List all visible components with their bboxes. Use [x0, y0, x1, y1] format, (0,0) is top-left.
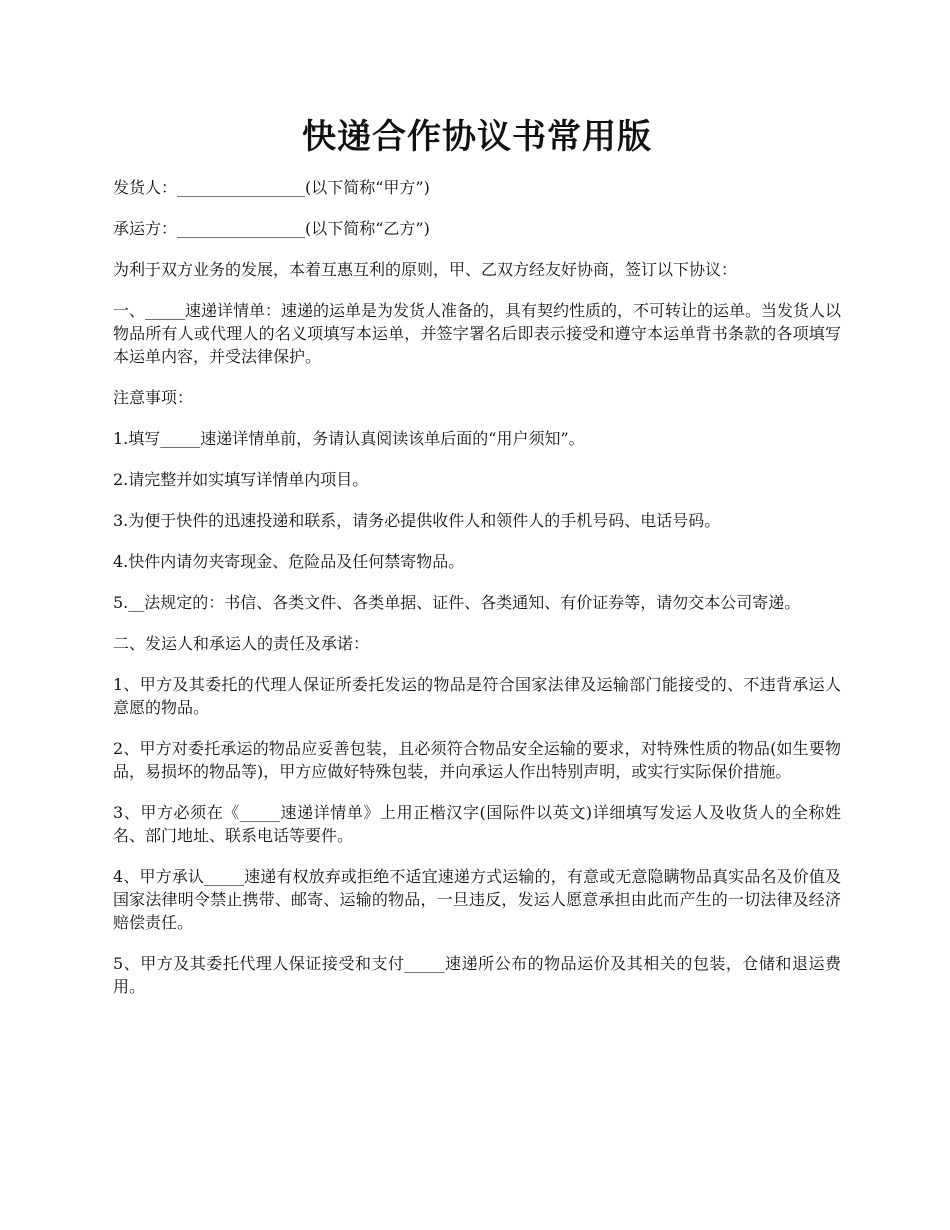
document-page [113, 112, 841, 1016]
document-title: 快递合作协议书常用版 [302, 117, 652, 157]
clause-2: 2、甲方对委托承运的物品应妥善包装，且必须符合物品安全运输的要求，对特殊性质的物品(如生要物品，易损坏的物品等)，甲方应做好特殊包装，并向承运人作出特别声明，或实行实际保价措施。 [113, 739, 841, 781]
note-item-1: 1.填写_____速递详情单前，务请认真阅读该单后面的“用户须知”。 [113, 429, 585, 448]
clause-3: 3、甲方必须在《_____速递详情单》上用正楷汉字(国际件以英文)详细填写发运人及收货人的全称姓名、部门地址、联系电话等要件。 [113, 803, 841, 845]
carrier-line: 承运方：________________(以下简称“乙方”) [113, 219, 430, 238]
note-item-3: 3.为便于快件的迅速投递和联系，请务必提供收件人和领件人的手机号码、电话号码。 [113, 511, 721, 530]
note-item-2: 2.请完整并如实填写详情单内项目。 [113, 470, 369, 489]
shipper-line: 发货人：________________(以下简称“甲方”) [113, 178, 430, 197]
note-item-5: 5.__法规定的：书信、各类文件、各类单据、证件、各类通知、有价证券等，请勿交本公司寄递。 [113, 593, 801, 612]
intro-paragraph: 为利于双方业务的发展，本着互惠互利的原则，甲、乙双方经友好协商，签订以下协议： [113, 260, 738, 279]
clause-4: 4、甲方承认_____速递有权放弃或拒绝不适宜速递方式运输的，有意或无意隐瞒物品真实品名及价值及国家法律明令禁止携带、邮寄、运输的物品，一旦违反，发运人愿意承担由此而产生的一切法律及经济赔偿责任。 [113, 867, 841, 932]
clause-1: 1、甲方及其委托的代理人保证所委托发运的物品是符合国家法律及运输部门能接受的、不违背承运人意愿的物品。 [113, 675, 841, 717]
clause-5: 5、甲方及其委托代理人保证接受和支付_____速递所公布的物品运价及其相关的包装，仓储和退运费用。 [113, 954, 841, 996]
notes-heading: 注意事项： [113, 388, 194, 407]
note-item-4: 4.快件内请勿夹寄现金、危险品及任何禁寄物品。 [113, 552, 465, 571]
section-two-heading: 二、发运人和承运人的责任及承诺： [113, 634, 370, 653]
section-one-paragraph: 一、_____速递详情单：速递的运单是为发货人准备的，具有契约性质的，不可转让的运单。当发货人以物品所有人或代理人的名义项填写本运单，并签字署名后即表示接受和遵守本运单背书条款的各项填写本运单内容，并受法律保护。 [113, 301, 842, 366]
